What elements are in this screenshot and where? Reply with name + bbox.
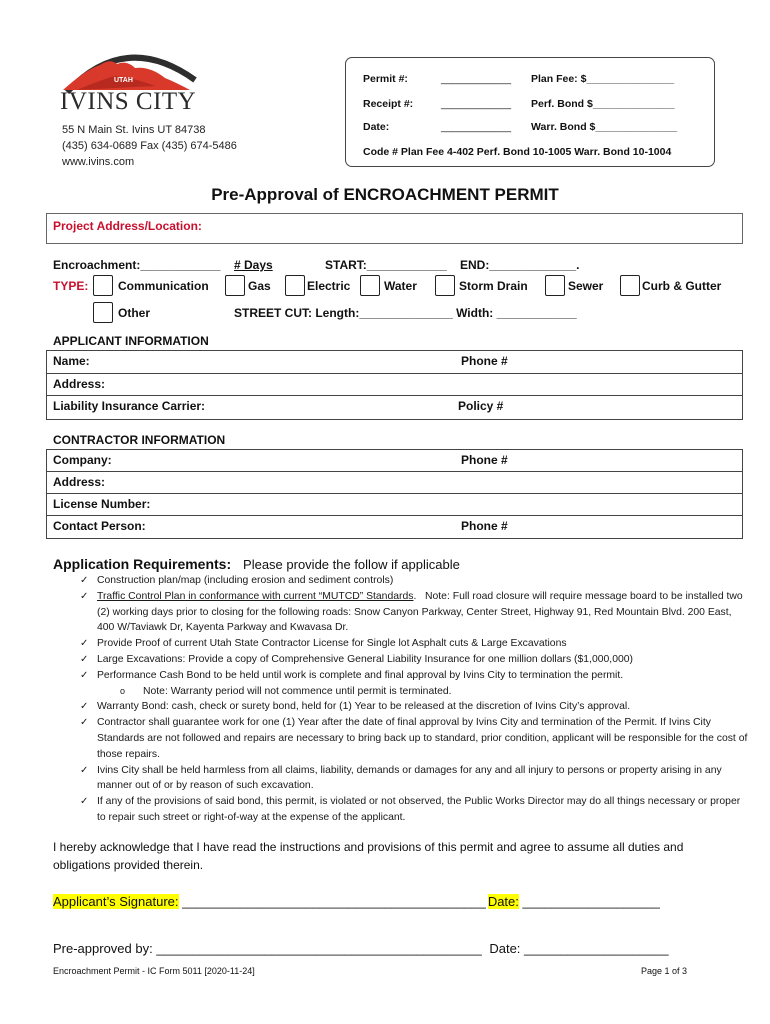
website-line: www.ivins.com <box>62 156 135 168</box>
contractor-address-label: Address: <box>53 475 106 489</box>
street-cut-fields[interactable]: STREET CUT: Length:______________ Width: ____________ <box>234 306 577 320</box>
requirement-item: ✓ Warranty Bond: cash, check or surety bond, held for (1) Year to be released at the discretion of Ivins City’s approval. <box>80 699 750 715</box>
contractor-company-row[interactable] <box>47 450 742 472</box>
end-field[interactable]: END:_____________. <box>460 258 580 272</box>
checkmark-icon: ✓ <box>80 653 89 665</box>
type-label: TYPE: <box>53 279 89 293</box>
checkmark-icon: ✓ <box>80 590 89 602</box>
preapproved-row <box>53 941 669 956</box>
receipt-number-label: Receipt #: <box>363 98 414 110</box>
preapproved-line[interactable]: _____________________________________________ <box>156 941 482 956</box>
curb-gutter-checkbox[interactable] <box>620 275 640 296</box>
contractor-address-row[interactable] <box>47 472 742 494</box>
applicant-name-label: Name: <box>53 354 90 368</box>
preapproved-date-line[interactable]: ____________________ <box>524 941 669 956</box>
date-blank[interactable]: ____________ <box>441 121 512 133</box>
warr-bond-label[interactable]: Warr. Bond $______________ <box>531 121 678 133</box>
circle-bullet-icon: o <box>120 685 126 696</box>
requirement-item: ✓ Traffic Control Plan in conformance with current “MUTCD” Standards. Note: Full road closure will require message board to be installed two (2) working days prior to closing for the following roads: Snow Canyon Parkway, Center Street, Highway 91, Red Mountain Blvd. 200 East, 400 W/Taviawk Dr, Kayenta Parkway and Kwavasa Dr. <box>80 590 743 634</box>
company-label: Company: <box>53 453 112 467</box>
requirement-subitem: o Note: Warranty period will not commence until permit is terminated. <box>80 684 750 700</box>
applicant-signature-label: Applicant’s Signature: <box>53 894 179 909</box>
preapproved-label: Pre-approved by: <box>53 941 153 956</box>
encroachment-field[interactable]: Encroachment:____________ <box>53 258 221 272</box>
applicant-signature-row <box>53 894 660 909</box>
city-name: IVINS CITY <box>60 88 197 115</box>
type-sewer-label: Sewer <box>568 279 604 293</box>
date-label: Date: <box>363 121 390 133</box>
checkmark-icon: ✓ <box>80 575 89 586</box>
applicant-date-line[interactable]: ___________________ <box>522 894 660 909</box>
start-field[interactable]: START:____________ <box>325 258 447 272</box>
requirements-list <box>80 573 750 826</box>
applicant-signature-line[interactable]: __________________________________________ <box>182 894 486 909</box>
plan-fee-label[interactable]: Plan Fee: $_______________ <box>531 73 675 85</box>
water-checkbox[interactable] <box>360 275 380 296</box>
requirements-title: Application Requirements: <box>53 556 232 572</box>
checkmark-icon: ✓ <box>80 638 89 650</box>
traffic-control-link[interactable]: Traffic Control Plan in conformance with current “MUTCD” Standards <box>97 590 414 602</box>
acknowledgement-text: I hereby acknowledge that I have read the instructions and provisions of this permit and agree to assume all duties and obligations provided therein. <box>53 840 684 872</box>
project-address-label: Project Address/Location: <box>53 219 202 233</box>
applicant-name-row[interactable] <box>47 351 742 374</box>
permit-number-label: Permit #: <box>363 73 408 85</box>
permit-number-blank[interactable]: ____________ <box>441 73 512 85</box>
type-water-label: Water <box>384 279 417 293</box>
requirements-heading <box>53 556 460 572</box>
contact-person-row[interactable] <box>47 516 742 538</box>
other-checkbox[interactable] <box>93 302 113 323</box>
sewer-checkbox[interactable] <box>545 275 565 296</box>
storm-drain-checkbox[interactable] <box>435 275 455 296</box>
gas-checkbox[interactable] <box>225 275 245 296</box>
electric-checkbox[interactable] <box>285 275 305 296</box>
applicant-phone-label: Phone # <box>461 354 508 368</box>
requirement-item: ✓ Construction plan/map (including erosion and sediment controls) <box>80 573 750 589</box>
days-label: # Days <box>234 258 273 272</box>
license-number-row[interactable] <box>47 494 742 516</box>
type-other-label: Other <box>118 306 151 320</box>
form-id: Encroachment Permit - IC Form 5011 [2020-11-24] <box>53 966 255 976</box>
applicant-section-title: APPLICANT INFORMATION <box>53 334 209 348</box>
checkmark-icon: ✓ <box>80 669 89 681</box>
requirement-item: ✓ If any of the provisions of said bond, this permit, is violated or not observed, the Public Works Director may do all things necessary or proper to repair such street or right-of-way at the expense of the applicant. <box>80 796 741 823</box>
contractor-section-title: CONTRACTOR INFORMATION <box>53 433 226 447</box>
city-address <box>62 122 237 170</box>
contact-person-label: Contact Person: <box>53 519 146 533</box>
code-line: Code # Plan Fee 4-402 Perf. Bond 10-1005 Warr. Bond 10-1004 <box>363 146 672 158</box>
requirement-item: ✓ Performance Cash Bond to be held until work is complete and final approval by Ivins City to termination the permit. <box>80 668 750 684</box>
page-title: Pre-Approval of ENCROACHMENT PERMIT <box>211 185 559 204</box>
insurance-carrier-label: Liability Insurance Carrier: <box>53 399 206 413</box>
checkmark-icon: ✓ <box>80 701 89 713</box>
requirement-item: ✓ Large Excavations: Provide a copy of Comprehensive General Liability Insurance for one million dollars ($1,000,000) <box>80 652 750 668</box>
logo-state-label: UTAH <box>114 77 133 84</box>
checkmark-icon: ✓ <box>80 796 89 808</box>
receipt-number-blank[interactable]: ____________ <box>441 98 512 110</box>
applicant-info-box <box>46 350 743 420</box>
applicant-date-label: Date: <box>487 894 519 909</box>
phone-fax-line: (435) 634-0689 Fax (435) 674-5486 <box>62 140 237 152</box>
type-storm-drain-label: Storm Drain <box>459 279 528 293</box>
contact-phone-label: Phone # <box>461 519 508 533</box>
preapproved-date-label: Date: <box>489 941 521 956</box>
requirement-item: ✓ Ivins City shall be held harmless from all claims, liability, demands or damages for any and all injury to persons or property arising in any manner out of or by reason of such excavation. <box>80 764 722 792</box>
requirement-item: ✓ Contractor shall guarantee work for one (1) Year after the date of final approval by Ivins City and termination of the Permit. If Ivins City Standards are not followed and repairs are necessary to bring back up to standard, prior condition, applicant will be responsible for the cost of those repairs. <box>80 717 748 760</box>
type-gas-label: Gas <box>248 279 271 293</box>
applicant-address-label: Address: <box>53 377 106 391</box>
applicant-insurance-row[interactable] <box>47 396 742 419</box>
page-number: Page 1 of 3 <box>641 966 688 976</box>
type-communication-label: Communication <box>118 279 209 293</box>
applicant-address-row[interactable] <box>47 374 742 396</box>
perf-bond-label[interactable]: Perf. Bond $______________ <box>531 98 675 110</box>
requirement-item: ✓ Provide Proof of current Utah State Contractor License for Single lot Asphalt cuts & Large Excavations <box>80 636 750 652</box>
checkmark-icon: ✓ <box>80 717 89 729</box>
address-line: 55 N Main St. Ivins UT 84738 <box>62 124 206 136</box>
communication-checkbox[interactable] <box>93 275 113 296</box>
checkmark-icon: ✓ <box>80 764 89 776</box>
policy-label: Policy # <box>458 399 504 413</box>
license-number-label: License Number: <box>53 497 151 511</box>
type-curb-gutter-label: Curb & Gutter <box>642 279 722 293</box>
contractor-phone-label: Phone # <box>461 453 508 467</box>
contractor-info-box <box>46 449 743 539</box>
office-use-box <box>345 57 715 167</box>
type-electric-label: Electric <box>307 279 351 293</box>
requirements-subtitle: Please provide the follow if applicable <box>243 557 460 572</box>
